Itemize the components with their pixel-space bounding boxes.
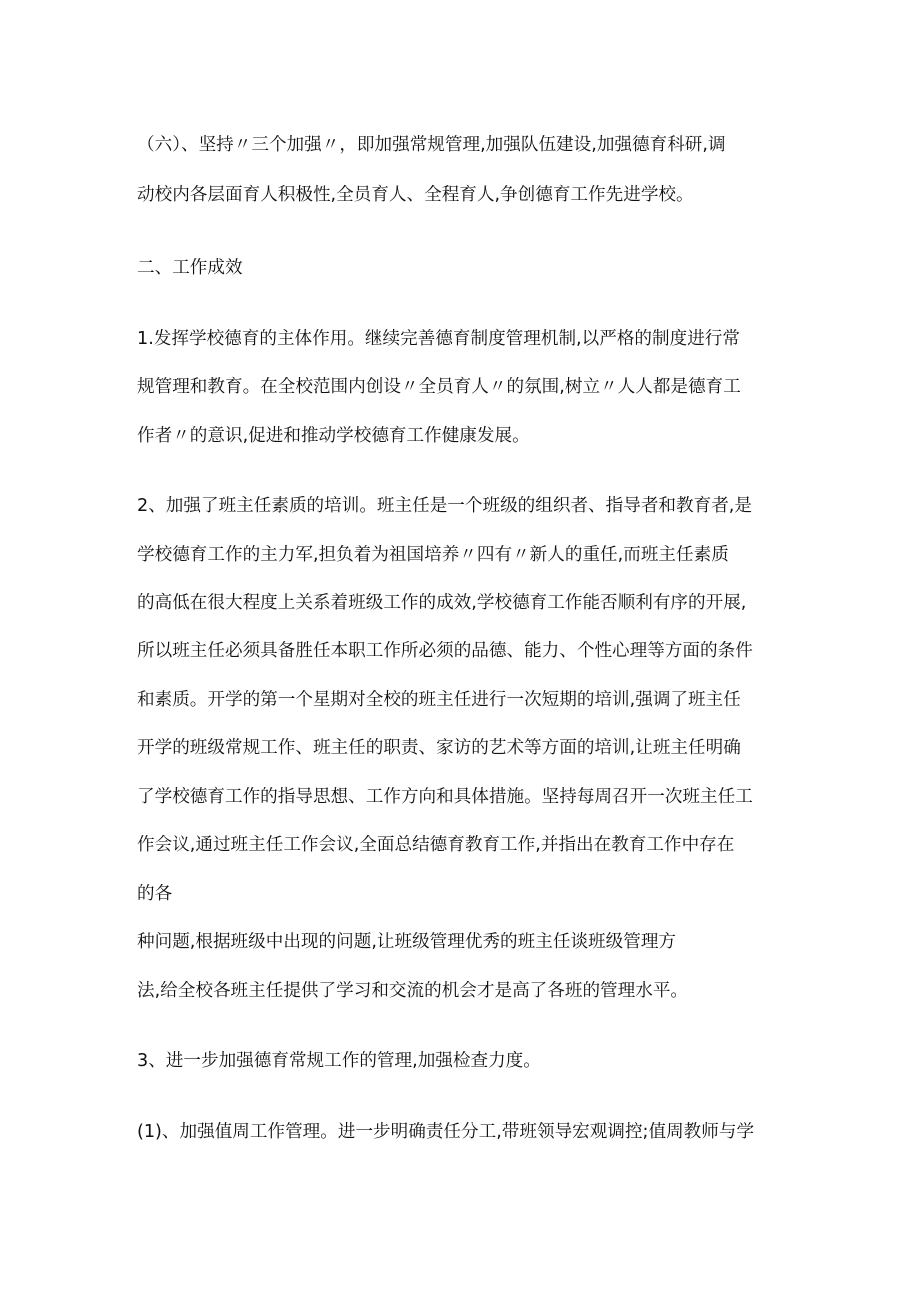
paragraph-line: 作会议,通过班主任工作会议,全面总结德育教育工作,并指出在教育工作中存在 bbox=[137, 835, 735, 855]
paragraph-line: 学校德育工作的主力军,担负着为祖国培养〃四有〃新人的重任,而班主任素质 bbox=[137, 545, 729, 565]
paragraph-line: 的高低在很大程度上关系着班级工作的成效,学校德育工作能否顺利有序的开展, bbox=[137, 593, 747, 613]
paragraph-line: 3、进一步加强德育常规工作的管理,加强检查力度。 bbox=[137, 1051, 541, 1071]
paragraph-line: 了学校德育工作的指导思想、工作方向和具体措施。坚持每周召开一次班主任工 bbox=[137, 787, 753, 807]
paragraph-line: （六）、坚持〃三个加强〃，即加强常规管理,加强队伍建设,加强德育科研,调 bbox=[137, 135, 726, 155]
paragraph-line: 开学的班级常规工作、班主任的职责、家访的艺术等方面的培训,让班主任明确 bbox=[137, 738, 741, 758]
paragraph-line: 2、加强了班主任素质的培训。班主任是一个班级的组织者、指导者和教育者,是 bbox=[137, 496, 752, 516]
paragraph-line: 法,给全校各班主任提供了学习和交流的机会才是高了各班的管理水平。 bbox=[137, 981, 689, 1001]
paragraph-line: 所以班主任必须具备胜任本职工作所必须的品德、能力、个性心理等方面的条件 bbox=[137, 641, 753, 661]
paragraph-line: 1.发挥学校德育的主体作用。继续完善德育制度管理机制,以严格的制度进行常 bbox=[137, 329, 740, 349]
paragraph-line: 和素质。开学的第一个星期对全校的班主任进行一次短期的培训,强调了班主任 bbox=[137, 690, 741, 710]
paragraph-line: (1)、加强值周工作管理。进一步明确责任分工,带班领导宏观调控;值周教师与学 bbox=[137, 1122, 755, 1142]
paragraph-line: 动校内各层面育人积极性,全员育人、全程育人,争创德育工作先进学校。 bbox=[137, 185, 694, 205]
paragraph-line: 的各 bbox=[137, 884, 173, 904]
section-heading: 二、工作成效 bbox=[137, 258, 243, 278]
paragraph-line: 规管理和教育。在全校范围内创设〃全员育人〃的氛围,树立〃人人都是德育工 bbox=[137, 377, 741, 397]
paragraph-line: 种问题,根据班级中出现的问题,让班级管理优秀的班主任谈班级管理方 bbox=[137, 932, 677, 952]
paragraph-line: 作者〃的意识,促进和推动学校德育工作健康发展。 bbox=[137, 426, 530, 446]
